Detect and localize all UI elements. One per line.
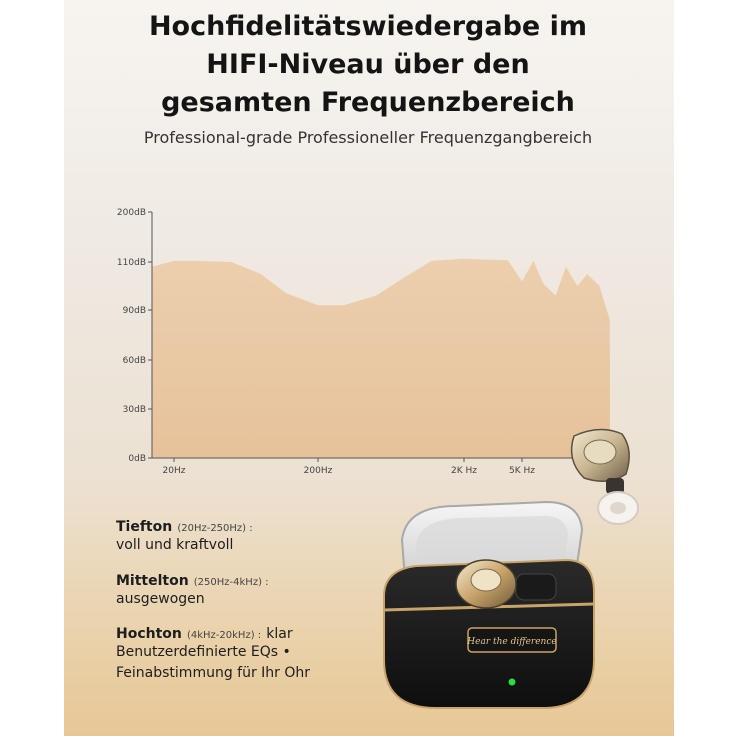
feature-treble-desc-1: Benutzerdefinierte EQs • [116, 644, 291, 660]
headline-line-3: gesamten Frequenzbereich [161, 87, 575, 118]
subheadline: Professional-grade Professioneller Frequenzgangbereich [143, 128, 593, 147]
feature-treble-inline: klar [266, 626, 293, 642]
chart-x-tick-label: 5K Hz [509, 466, 535, 476]
chart-x-tick-label: 20Hz [162, 466, 186, 476]
feature-mid-desc: ausgewogen [116, 591, 205, 607]
chart-y-tick-label: 90dB [122, 306, 146, 316]
feature-treble-desc-2: Feinabstimmung für Ihr Ohr [116, 665, 311, 681]
feature-mid [116, 570, 269, 610]
led-indicator [509, 679, 516, 686]
feature-bass [116, 516, 253, 556]
feature-bass-desc: voll und kraftvoll [116, 537, 234, 553]
chart-y-tick-label: 0dB [128, 454, 146, 464]
feature-treble-range: (4kHz-20kHz) : [186, 630, 262, 641]
feature-bass-name: Tiefton [116, 519, 173, 535]
feature-mid-name: Mittelton [116, 573, 189, 589]
chart-y-tick-label: 30dB [122, 405, 146, 415]
charging-case-image [376, 500, 600, 714]
chart-y-tick-label: 60dB [122, 356, 146, 366]
chart-y-tick-label: 200dB [116, 208, 146, 218]
headline-line-2: HIFI-Niveau über den [206, 49, 530, 80]
chart-x-tick-label: 200Hz [303, 466, 333, 476]
feature-treble-name: Hochton [116, 626, 182, 642]
feature-bass-range: (20Hz-250Hz) : [177, 523, 253, 534]
case-plate-text: Hear the difference [467, 637, 557, 647]
chart-series-area [152, 259, 610, 458]
headline-line-1: Hochfidelitätswiedergabe im [148, 11, 588, 42]
chart-y-tick-label: 110dB [116, 258, 146, 268]
feature-mid-range: (250Hz-4kHz) : [193, 577, 269, 588]
chart-x-tick-label: 2K Hz [451, 466, 477, 476]
feature-treble [116, 623, 310, 684]
